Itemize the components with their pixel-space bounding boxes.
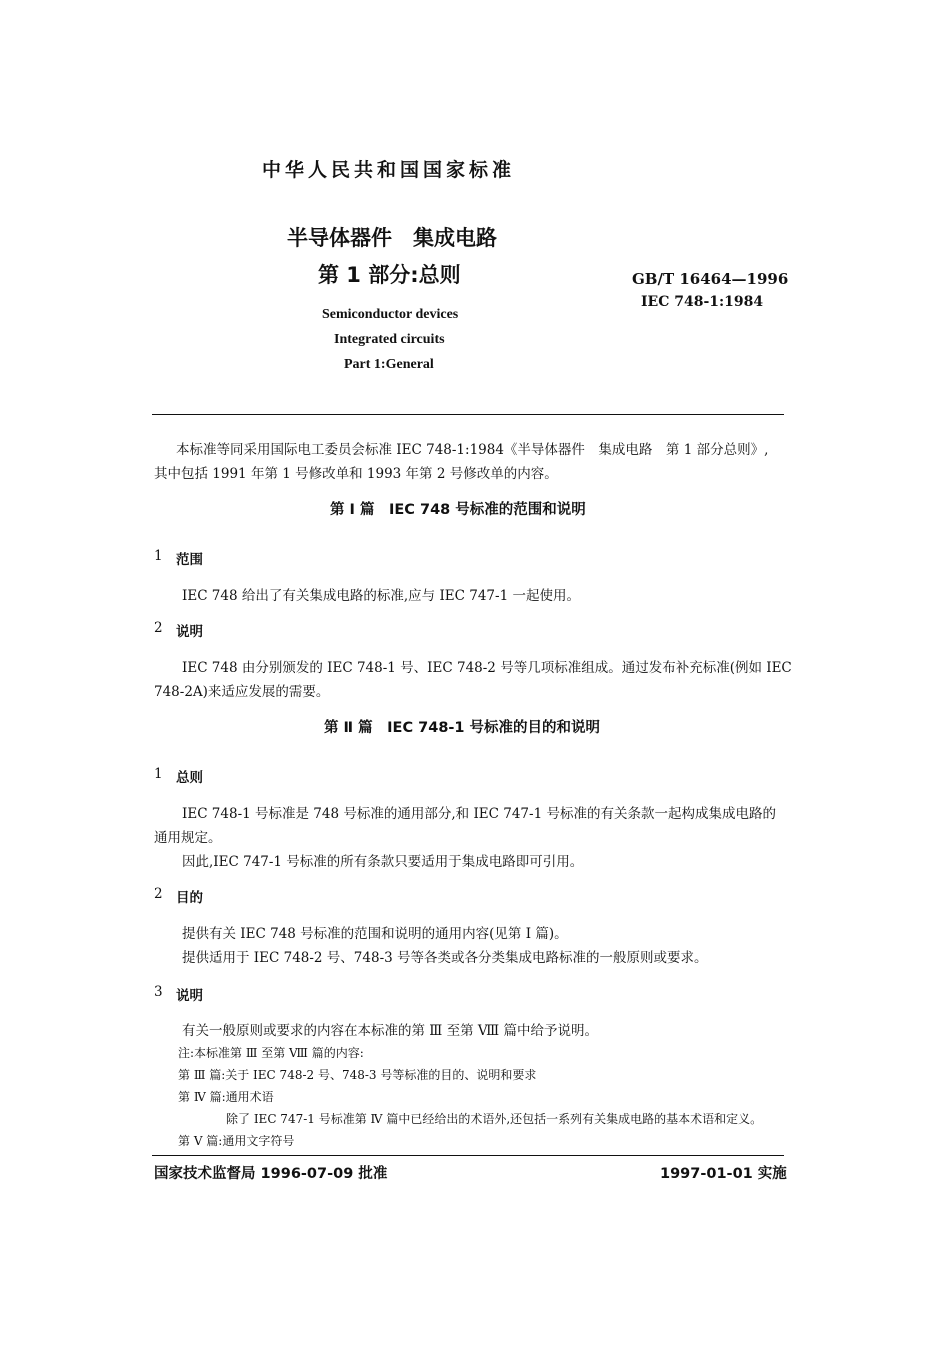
part2-section1-title: 总则	[176, 770, 203, 786]
approval-date: 国家技术监督局 1996-07-09 批准	[154, 1166, 388, 1182]
part1-section2-number: 2	[154, 620, 163, 636]
english-title-line2: Integrated circuits	[334, 332, 445, 347]
part2-section3-title: 说明	[176, 988, 203, 1004]
note-line1: 注:本标准第 Ⅲ 至第 Ⅷ 篇的内容:	[178, 1046, 364, 1060]
intro-line2: 其中包括 1991 年第 1 号修改单和 1993 年第 2 号修改单的内容。	[154, 466, 558, 482]
part2-section2-text-line2: 提供适用于 IEC 748-2 号、748-3 号等各类或各分类集成电路标准的一般原则或要求。	[182, 950, 708, 966]
part1-section2-text-line2: 748-2A)来适应发展的需要。	[154, 684, 330, 700]
document-title-line1: 半导体器件 集成电路	[287, 226, 497, 250]
footer-divider	[152, 1155, 784, 1156]
effective-date: 1997-01-01 实施	[660, 1166, 787, 1182]
part1-section2-title: 说明	[176, 624, 203, 640]
part2-section1-number: 1	[154, 766, 163, 782]
standard-number: GB/T 16464—1996	[632, 270, 789, 288]
part2-section1-text-line2: 通用规定。	[154, 830, 222, 846]
iec-number: IEC 748-1:1984	[641, 294, 764, 310]
part1-section1-text: IEC 748 给出了有关集成电路的标准,应与 IEC 747-1 一起使用。	[182, 588, 580, 604]
part2-section2-text-line1: 提供有关 IEC 748 号标准的范围和说明的通用内容(见第 Ⅰ 篇)。	[182, 926, 568, 942]
part2-section3-text: 有关一般原则或要求的内容在本标准的第 Ⅲ 至第 Ⅷ 篇中给予说明。	[182, 1023, 598, 1039]
national-standard-heading: 中华人民共和国国家标准	[262, 159, 516, 181]
part2-section2-title: 目的	[176, 890, 203, 906]
part1-section1-number: 1	[154, 548, 163, 564]
english-title-line1: Semiconductor devices	[322, 307, 459, 322]
intro-line1: 本标准等同采用国际电工委员会标准 IEC 748-1:1984《半导体器件 集成电路 第 1 部分总则》,	[176, 442, 769, 458]
part1-section2-text-line1: IEC 748 由分别颁发的 IEC 748-1 号、IEC 748-2 号等几项标准组成。通过发布补充标准(例如 IEC	[182, 660, 792, 676]
part1-section1-title: 范围	[176, 552, 203, 568]
note-line2: 第 Ⅲ 篇:关于 IEC 748-2 号、748-3 号等标准的目的、说明和要求	[178, 1068, 537, 1082]
part2-section1-text-line3: 因此,IEC 747-1 号标准的所有条款只要适用于集成电路即可引用。	[182, 854, 584, 870]
part2-section3-number: 3	[154, 984, 163, 1000]
header-divider	[152, 414, 784, 415]
part2-heading: 第 Ⅱ 篇 IEC 748-1 号标准的目的和说明	[324, 720, 601, 736]
note-line4: 除了 IEC 747-1 号标准第 Ⅳ 篇中已经给出的术语外,还包括一系列有关集成电路的基本术语和定义。	[226, 1112, 763, 1126]
note-line5: 第 Ⅴ 篇:通用文字符号	[178, 1134, 295, 1148]
english-title-line3: Part 1:General	[344, 357, 434, 372]
part1-heading: 第 Ⅰ 篇 IEC 748 号标准的范围和说明	[330, 502, 586, 518]
part2-section1-text-line1: IEC 748-1 号标准是 748 号标准的通用部分,和 IEC 747-1 号标准的有关条款一起构成集成电路的	[182, 806, 776, 822]
document-title-line2: 第 1 部分:总则	[318, 263, 461, 287]
note-line3: 第 Ⅳ 篇:通用术语	[178, 1090, 274, 1104]
part2-section2-number: 2	[154, 886, 163, 902]
